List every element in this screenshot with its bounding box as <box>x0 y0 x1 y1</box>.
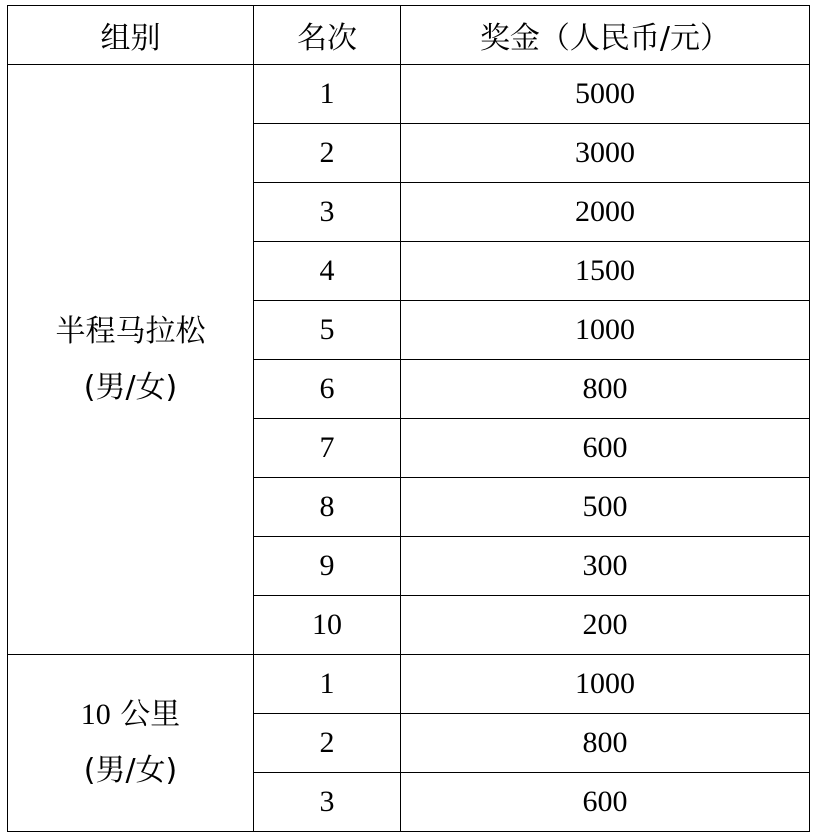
prize-cell: 200 <box>401 596 810 655</box>
rank-cell: 10 <box>254 596 401 655</box>
rank-cell: 1 <box>254 655 401 714</box>
group-cell-10km <box>8 655 254 832</box>
prize-cell: 800 <box>401 714 810 773</box>
rank-cell: 5 <box>254 301 401 360</box>
rank-cell: 2 <box>254 124 401 183</box>
rank-cell: 8 <box>254 478 401 537</box>
group-distance-number: 10 <box>80 698 111 731</box>
prize-cell: 1000 <box>401 655 810 714</box>
group-gender: (男/女) <box>83 753 178 788</box>
table-row <box>8 65 810 124</box>
header-prize: 奖金（人民币/元） <box>401 6 810 65</box>
group-name: 半程马拉松 <box>55 313 206 349</box>
header-group: 组别 <box>8 6 254 65</box>
prize-cell: 600 <box>401 419 810 478</box>
rank-cell: 3 <box>254 183 401 242</box>
prize-cell: 3000 <box>401 124 810 183</box>
header-rank: 名次 <box>254 6 401 65</box>
group-cell-half-marathon <box>8 65 254 655</box>
rank-cell: 7 <box>254 419 401 478</box>
rank-cell: 3 <box>254 773 401 832</box>
rank-cell: 1 <box>254 65 401 124</box>
group-name <box>8 687 253 743</box>
prize-cell: 2000 <box>401 183 810 242</box>
group-gender: (男/女) <box>83 369 178 405</box>
header-row <box>8 6 810 65</box>
prize-cell: 1000 <box>401 301 810 360</box>
prize-cell: 300 <box>401 537 810 596</box>
group-distance-unit: 公里 <box>120 697 181 732</box>
rank-cell: 4 <box>254 242 401 301</box>
table-row <box>8 655 810 714</box>
rank-cell: 6 <box>254 360 401 419</box>
prize-cell: 600 <box>401 773 810 832</box>
prize-table <box>7 5 810 832</box>
prize-cell: 1500 <box>401 242 810 301</box>
prize-cell: 5000 <box>401 65 810 124</box>
prize-cell: 800 <box>401 360 810 419</box>
rank-cell: 2 <box>254 714 401 773</box>
rank-cell: 9 <box>254 537 401 596</box>
prize-cell: 500 <box>401 478 810 537</box>
